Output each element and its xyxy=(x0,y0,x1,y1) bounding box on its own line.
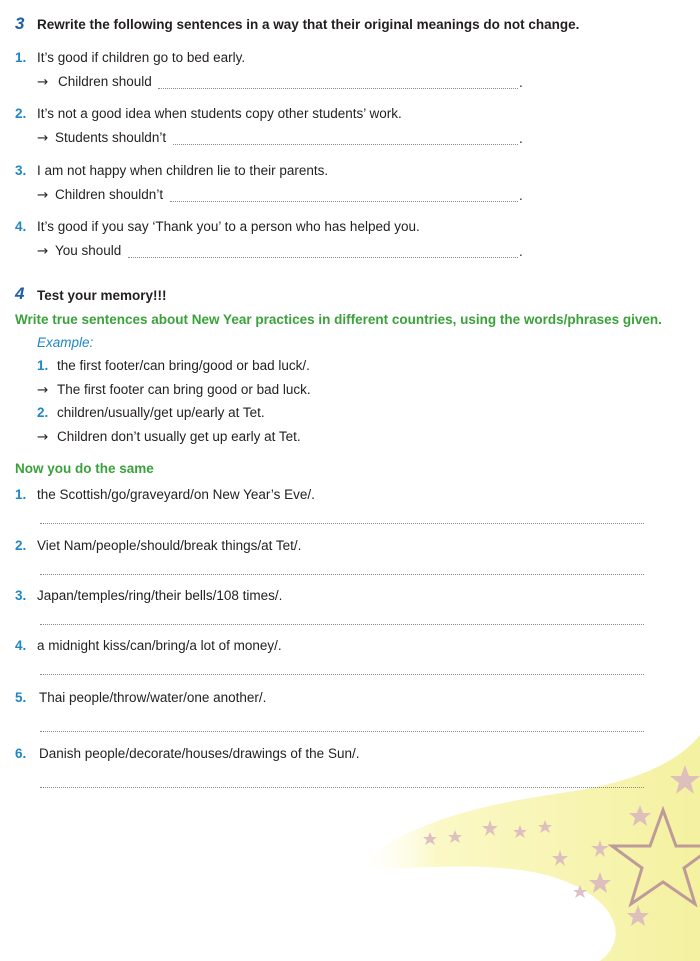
s3-item-4-period: . xyxy=(519,244,523,259)
s3-item-1-answer-line[interactable] xyxy=(158,88,518,89)
section-4-instruction: Write true sentences about New Year practices in different countries, using the words/phrases given. xyxy=(15,312,662,327)
s3-item-2-number: 2. xyxy=(15,106,27,121)
s4-item-5-cue: Thai people/throw/water/one another/. xyxy=(39,690,267,705)
s3-item-3-prompt: Children shouldn’t xyxy=(55,187,164,202)
now-you-do-the-same-label: Now you do the same xyxy=(15,461,154,476)
s4-item-1-number: 1. xyxy=(15,487,27,502)
section-3-number: 3 xyxy=(15,14,25,33)
s4-item-4-cue: a midnight kiss/can/bring/a lot of money/. xyxy=(37,638,282,653)
s3-item-3-number: 3. xyxy=(15,163,27,178)
s3-item-1-sentence: It’s good if children go to bed early. xyxy=(37,50,246,65)
s3-item-4-sentence: It’s good if you say ‘Thank you’ to a person who has helped you. xyxy=(37,219,420,234)
s4-item-3-answer-line[interactable] xyxy=(40,624,644,625)
s4-item-4-answer-line[interactable] xyxy=(40,674,644,675)
swoosh-shape xyxy=(350,735,700,961)
s4-item-6-number: 6. xyxy=(15,746,27,761)
example-label: Example: xyxy=(37,335,94,350)
s3-item-1-number: 1. xyxy=(15,50,27,65)
s3-item-3-sentence: I am not happy when children lie to their parents. xyxy=(37,163,329,178)
s3-item-4-prompt: You should xyxy=(55,243,122,258)
s4-item-6-answer-line[interactable] xyxy=(40,787,644,788)
s4-item-4-number: 4. xyxy=(15,638,27,653)
section-4-title: Test your memory!!! xyxy=(37,288,167,303)
s3-item-1-prompt: Children should xyxy=(58,74,152,89)
s3-item-2-sentence: It’s not a good idea when students copy other students’ work. xyxy=(37,106,402,121)
example-1-cue: the first footer/can bring/good or bad luck/. xyxy=(57,358,310,373)
s3-item-4-answer-line[interactable] xyxy=(128,257,518,258)
example-1-number: 1. xyxy=(37,358,49,373)
s4-item-5-answer-line[interactable] xyxy=(40,731,644,732)
arrow-icon: → xyxy=(37,74,49,90)
s4-item-6-cue: Danish people/decorate/houses/drawings of the Sun/. xyxy=(39,746,360,761)
s4-item-3-number: 3. xyxy=(15,588,27,603)
arrow-icon: → xyxy=(37,429,49,445)
arrow-icon: → xyxy=(37,187,49,203)
s3-item-2-answer-line[interactable] xyxy=(173,144,518,145)
arrow-icon: → xyxy=(37,130,49,146)
example-1-answer: The first footer can bring good or bad luck. xyxy=(57,382,311,397)
s3-item-2-prompt: Students shouldn’t xyxy=(55,130,167,145)
arrow-icon: → xyxy=(37,382,49,398)
s4-item-2-number: 2. xyxy=(15,538,27,553)
s3-item-3-answer-line[interactable] xyxy=(170,201,518,202)
s3-item-4-number: 4. xyxy=(15,219,27,234)
s4-item-1-answer-line[interactable] xyxy=(40,523,644,524)
example-2-cue: children/usually/get up/early at Tet. xyxy=(57,405,265,420)
example-2-answer: Children don’t usually get up early at Tet. xyxy=(57,429,301,444)
s4-item-5-number: 5. xyxy=(15,690,27,705)
s3-item-3-period: . xyxy=(519,188,523,203)
s4-item-2-answer-line[interactable] xyxy=(40,574,644,575)
s4-item-3-cue: Japan/temples/ring/their bells/108 times/. xyxy=(37,588,283,603)
s3-item-1-period: . xyxy=(519,75,523,90)
arrow-icon: → xyxy=(37,243,49,259)
section-4-number: 4 xyxy=(15,284,25,303)
s3-item-2-period: . xyxy=(519,131,523,146)
s4-item-2-cue: Viet Nam/people/should/break things/at Tet/. xyxy=(37,538,302,553)
section-3-title: Rewrite the following sentences in a way that their original meanings do not change. xyxy=(37,17,580,32)
example-2-number: 2. xyxy=(37,405,49,420)
s4-item-1-cue: the Scottish/go/graveyard/on New Year’s Eve/. xyxy=(37,487,315,502)
